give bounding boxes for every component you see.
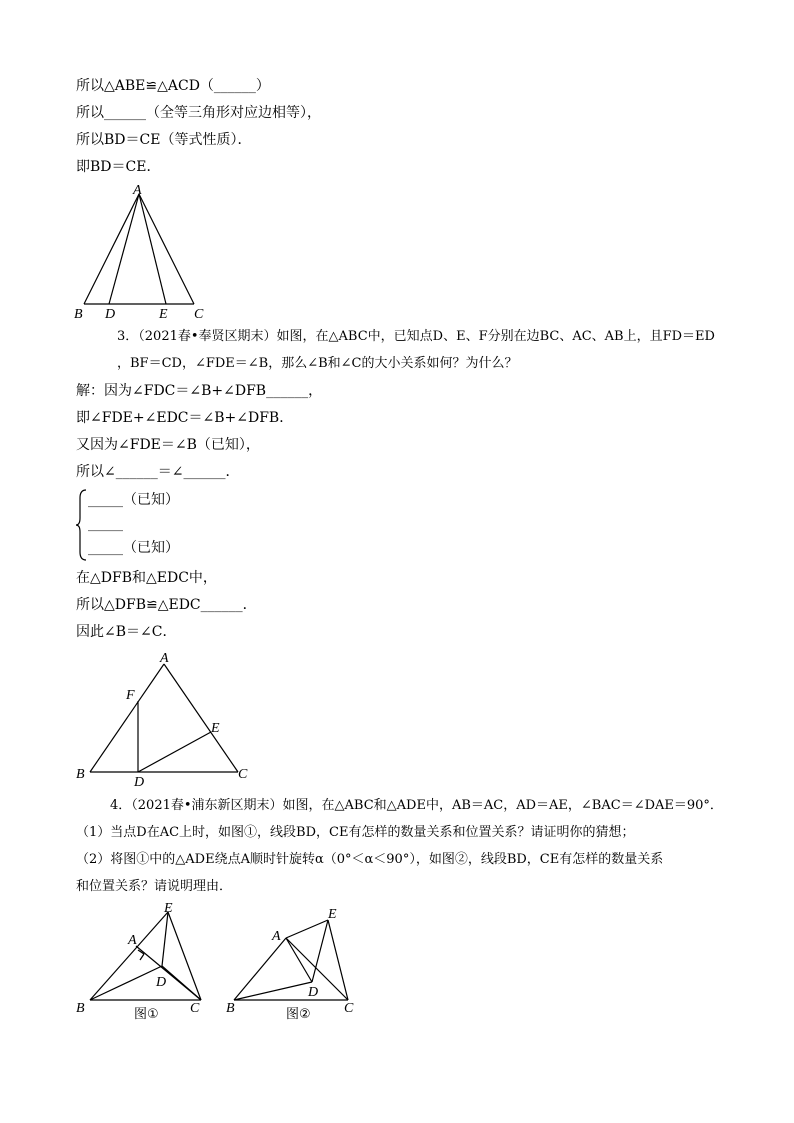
label-D: D [308, 985, 319, 1000]
text-line-3: 所以BD＝CE（等式性质）． [76, 132, 252, 148]
figure-triangle-q3 [70, 648, 260, 788]
q3-brace-line-3: _____（已知） [88, 540, 179, 556]
label-D: D [134, 775, 145, 788]
q4-part-1: （1）当点D在AC上时，如图①，线段BD，CE有怎样的数量关系和位置关系？请证明你的猜想； [76, 825, 635, 840]
label-D: D [156, 975, 167, 990]
label-D: D [105, 307, 116, 322]
label-A: A [160, 651, 169, 666]
q3-step-6: 所以△DFB≌△EDC______． [76, 597, 257, 613]
q4-heading: 4．（2021春•浦东新区期末）如图，在△ABC和△ADE中，AB＝AC，AD＝AE，∠BAC＝∠DAE＝90°． [110, 798, 723, 813]
q3-heading: 3．（2021春•奉贤区期末）如图，在△ABC中，已知点D、E、F分别在边BC、AC、AB上，且FD＝ED [117, 329, 715, 344]
label-C: C [238, 767, 248, 782]
left-brace [76, 488, 88, 562]
q3-step-7: 因此∠B＝∠C． [76, 624, 177, 640]
q3-heading-cont: ，BF＝CD，∠FDE＝∠B，那么∠B和∠C的大小关系如何？为什么？ [117, 356, 518, 371]
label-E: E [211, 721, 220, 736]
figure-q4-2 [222, 898, 382, 1028]
label-B: B [76, 767, 85, 782]
label-E: E [159, 307, 168, 322]
q3-step-2: 即∠FDE+∠EDC＝∠B+∠DFB． [76, 410, 294, 426]
label-A: A [128, 933, 137, 948]
q4-part-2: （2）将图①中的△ADE绕点A顺时针旋转α（0°＜α＜90°），如图②，线段BD，CE有怎样的数量关系 [76, 852, 664, 867]
label-C: C [344, 1001, 354, 1016]
label-A: A [272, 929, 281, 944]
q3-step-3: 又因为∠FDE＝∠B（已知）， [76, 437, 260, 453]
label-B: B [74, 307, 83, 322]
q4-part-2-cont: 和位置关系？请说明理由． [76, 879, 233, 894]
figure-q4-1 [70, 898, 220, 1028]
text-line-2: 所以______（全等三角形对应边相等）， [76, 105, 321, 121]
label-B: B [226, 1001, 235, 1016]
label-E: E [164, 901, 173, 916]
q3-brace-line-1: _____（已知） [88, 492, 179, 508]
q3-step-1: 解：因为∠FDC＝∠B+∠DFB______， [76, 383, 323, 399]
q3-step-5: 在△DFB和△EDC中， [76, 570, 217, 586]
q3-step-4: 所以∠______＝∠______． [76, 464, 240, 480]
figure-triangle-1 [70, 182, 220, 322]
label-C: C [194, 307, 204, 322]
q3-brace-line-2: _____ [88, 516, 123, 532]
figure-caption-1: 图① [134, 1007, 159, 1022]
label-A: A [133, 183, 142, 198]
label-F: F [126, 688, 135, 703]
label-C: C [190, 1001, 200, 1016]
label-B: B [76, 1001, 85, 1016]
text-line-4: 即BD＝CE． [76, 159, 161, 175]
figure-caption-2: 图② [286, 1007, 311, 1022]
label-E: E [328, 907, 337, 922]
text-line-1: 所以△ABE≌△ACD（______） [76, 78, 270, 94]
